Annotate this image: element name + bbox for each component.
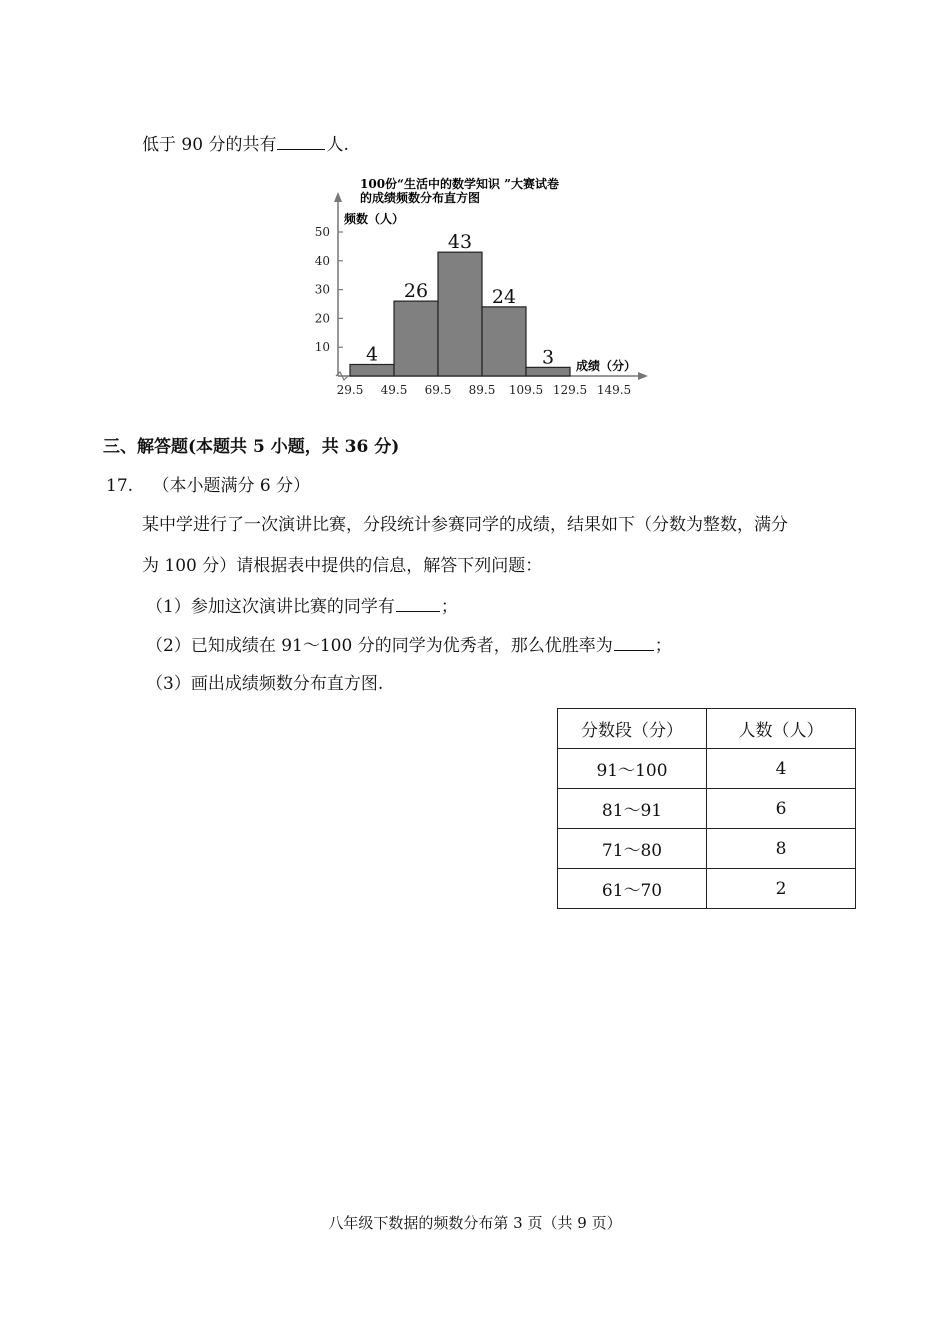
page-footer: 八年级下数据的频数分布第 3 页（共 9 页） <box>328 1214 622 1232</box>
table-header-cell: 人数（人） <box>707 709 856 749</box>
table-row <box>558 789 856 829</box>
histogram-bar <box>526 367 570 376</box>
histogram-bar <box>350 364 394 376</box>
table-cell: 4 <box>707 749 856 789</box>
y-tick-label: 50 <box>314 225 330 239</box>
table-row <box>558 869 856 909</box>
part1-answer-blank[interactable] <box>396 595 440 612</box>
section-heading: 三、解答题(本题共 5 小题，共 36 分) <box>103 437 400 457</box>
x-tick-label: 89.5 <box>468 383 496 397</box>
question-part2 <box>146 634 672 657</box>
bar-value-label: 43 <box>447 231 473 254</box>
part1-text-after: ； <box>440 597 458 617</box>
table-cell: 81～91 <box>558 789 707 829</box>
prev-question-text: 低于 90 分的共有 <box>142 135 277 155</box>
chart-title-line1: 100份“生活中的数学知识 ”大赛试卷 <box>360 177 560 191</box>
x-tick-label: 49.5 <box>380 383 408 397</box>
table-cell: 61～70 <box>558 869 707 909</box>
y-axis-label: 频数（人） <box>344 212 405 226</box>
histogram-bar <box>438 252 482 376</box>
answer-blank[interactable] <box>277 133 325 150</box>
frequency-histogram <box>300 172 660 404</box>
table-cell: 71～80 <box>558 829 707 869</box>
table-cell: 2 <box>707 869 856 909</box>
x-tick-label: 109.5 <box>508 383 544 397</box>
x-tick-label: 129.5 <box>552 383 588 397</box>
part2-text: （2）已知成绩在 91～100 分的同学为优秀者，那么优胜率为 <box>146 636 613 656</box>
prev-question-text-after: 人. <box>326 135 349 155</box>
table-cell: 6 <box>707 789 856 829</box>
y-tick-label: 10 <box>314 340 330 355</box>
y-axis-arrow <box>334 192 342 202</box>
bar-value-label: 4 <box>365 343 379 366</box>
prev-question-line <box>142 133 349 156</box>
question-text-line1: 某中学进行了一次演讲比赛，分段统计参赛同学的成绩，结果如下（分数为整数，满分 <box>142 515 788 535</box>
histogram-bar <box>394 301 438 376</box>
table-header-cell: 分数段（分） <box>558 709 707 749</box>
x-axis-arrow <box>638 372 648 380</box>
histogram-bar <box>482 307 526 376</box>
table-cell: 91～100 <box>558 749 707 789</box>
part1-text: （1）参加这次演讲比赛的同学有 <box>146 597 395 617</box>
question-score-note: （本小题满分 6 分） <box>152 476 311 496</box>
bar-value-label: 26 <box>403 280 429 303</box>
x-axis-label: 成绩（分） <box>576 359 637 373</box>
question-number: 17. <box>106 476 134 496</box>
bar-value-label: 3 <box>541 346 555 369</box>
question-17-header <box>106 475 310 497</box>
bar-value-label: 24 <box>491 285 517 308</box>
question-part1 <box>146 595 458 618</box>
x-tick-label: 69.5 <box>424 383 452 397</box>
question-part3: （3）画出成绩频数分布直方图. <box>146 674 384 694</box>
question-text-line2: 为 100 分）请根据表中提供的信息，解答下列问题： <box>142 556 543 576</box>
score-table <box>557 708 856 909</box>
x-tick-label: 29.5 <box>336 383 364 397</box>
y-tick-label: 40 <box>314 253 330 268</box>
table-row <box>558 749 856 789</box>
y-tick-label: 30 <box>314 282 330 297</box>
table-cell: 8 <box>707 829 856 869</box>
x-tick-label: 149.5 <box>596 383 632 397</box>
table-row <box>558 829 856 869</box>
table-header-row <box>558 709 856 749</box>
part2-text-after: ； <box>654 636 672 656</box>
part2-answer-blank[interactable] <box>614 634 654 651</box>
y-tick-label: 20 <box>314 311 330 326</box>
chart-title-line2: 的成绩频数分布直方图 <box>360 191 481 205</box>
